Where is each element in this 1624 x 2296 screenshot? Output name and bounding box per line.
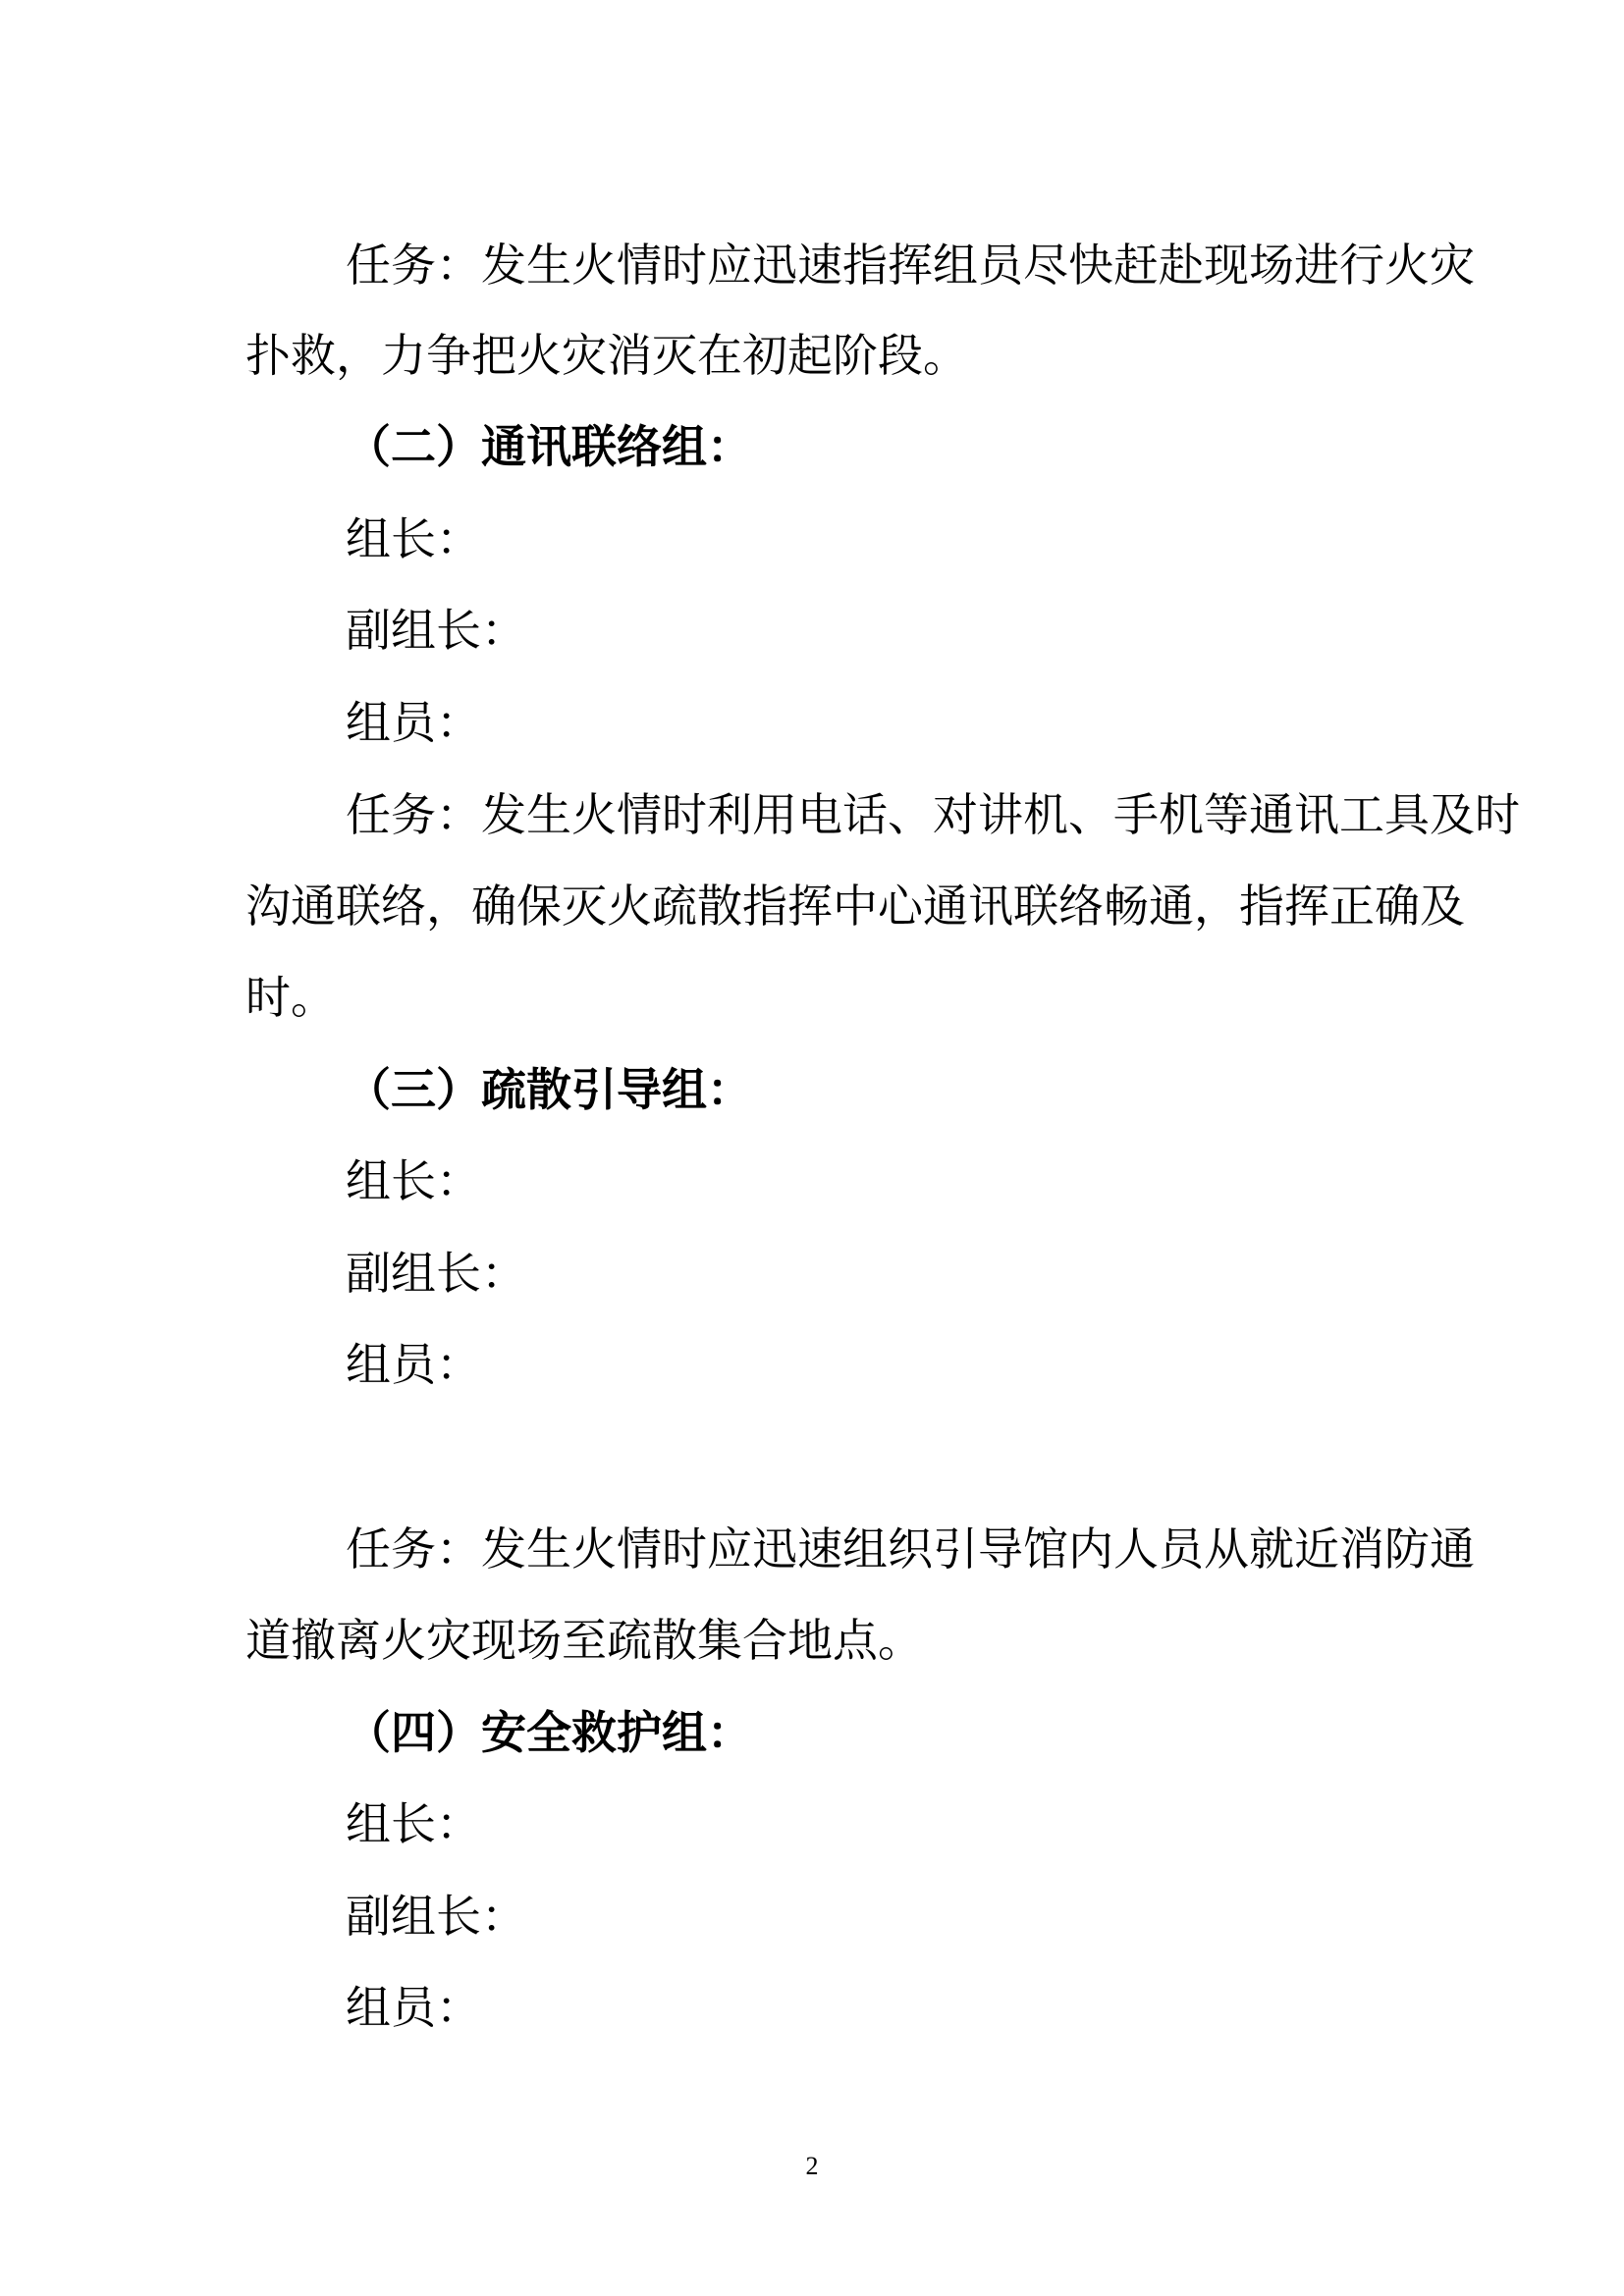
section2-heading: （二）通讯联络组：: [346, 420, 752, 473]
section4-leader-label: 组长：: [346, 1797, 481, 1850]
section3-deputy-label: 副组长：: [346, 1247, 526, 1300]
section2-deputy-label: 副组长：: [346, 604, 526, 657]
section4-deputy-label: 副组长：: [346, 1890, 526, 1943]
section2-task-line1: 任务：发生火情时利用电话、对讲机、手机等通讯工具及时: [346, 788, 1520, 841]
section3-task-line2: 道撤离火灾现场至疏散集合地点。: [245, 1614, 923, 1667]
section3-leader-label: 组长：: [346, 1154, 481, 1207]
section3-task-line1: 任务：发生火情时应迅速组织引导馆内人员从就近消防通: [346, 1522, 1475, 1575]
page-number: 2: [805, 2152, 819, 2180]
section2-task-line2: 沟通联络，确保灭火疏散指挥中心通讯联络畅通，指挥正确及: [245, 880, 1465, 933]
section1-task-line2: 扑救，力争把火灾消灭在初起阶段。: [245, 329, 968, 382]
section1-task-line1: 任务：发生火情时应迅速指挥组员尽快赶赴现场进行火灾: [346, 239, 1475, 292]
section3-heading: （三）疏散引导组：: [346, 1063, 752, 1116]
section4-heading: （四）安全救护组：: [346, 1706, 752, 1759]
section4-members-label: 组员：: [346, 1981, 481, 2034]
section2-members-label: 组员：: [346, 696, 481, 749]
section3-members-label: 组员：: [346, 1338, 481, 1391]
section2-task-line3: 时。: [245, 971, 336, 1024]
section2-leader-label: 组长：: [346, 512, 481, 565]
